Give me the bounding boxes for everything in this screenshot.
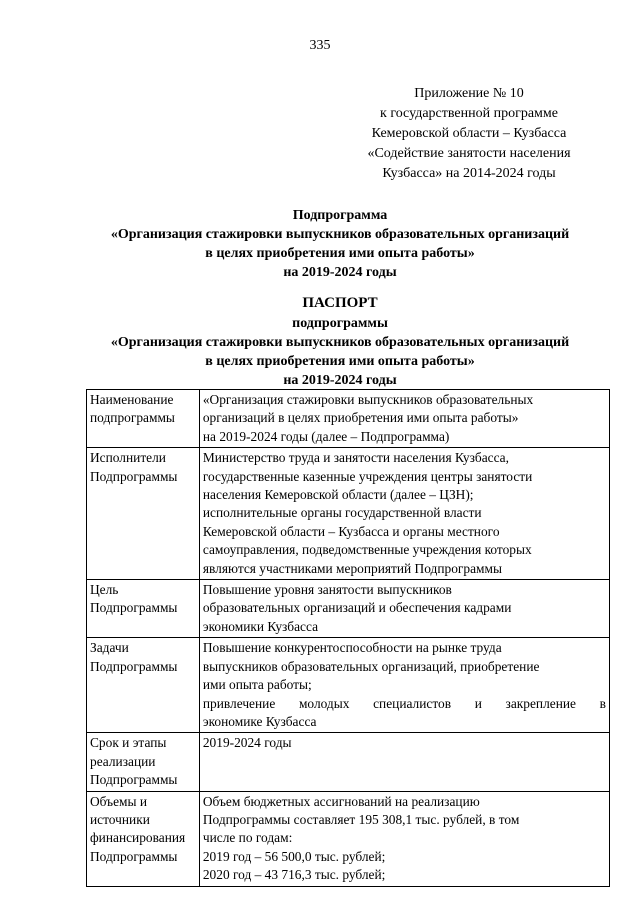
label-line: Подпрограммы [90,848,178,864]
label-line: Подпрограммы [90,468,178,484]
row-label [87,448,200,580]
label-line: Исполнители [90,450,166,466]
value-line: 2019-2024 годы [202,735,292,751]
value-line: числе по годам: [202,830,293,846]
row-value [199,733,609,791]
value-line: на 2019-2024 годы (далее – Подпрограмма) [202,428,450,444]
table-row [87,733,610,791]
title-line: Подпрограмма [292,208,388,223]
value-line: образовательных организаций и обеспечения кадрами [202,600,512,616]
value-line: Министерство труда и занятости населения Кузбасса, [202,450,509,466]
label-line: финансирования [90,830,186,846]
value-line: 2020 год – 43 716,3 тыс. рублей; [202,867,386,883]
appendix-line: Кузбасса» на 2014-2024 годы [382,166,556,181]
label-line: Наименование [90,392,174,407]
value-line: выпускников образовательных организаций, приобретение [202,658,540,674]
appendix-line: к государственной программе [380,106,558,121]
row-label [87,638,200,733]
passport-title [60,293,620,390]
value-line: Подпрограммы составляет 195 308,1 тыс. рублей, в том [202,811,520,827]
label-line: источники [90,811,150,827]
page-number: 335 [309,38,331,53]
subprogram-title [60,206,620,282]
table-row [87,448,610,580]
title-line: на 2019-2024 годы [283,265,397,280]
label-line: Срок и этапы [90,735,167,751]
appendix-line: Кемеровской области – Кузбасса [371,126,567,141]
value-line: государственные казенные учреждения центры занятости [202,468,533,484]
value-line: исполнительные органы государственной власти [202,505,482,521]
table-row [87,638,610,733]
row-value [199,580,609,638]
appendix-note [340,84,598,184]
passport-heading: ПАСПОРТ [302,295,378,311]
table-row [87,580,610,638]
label-line: Объемы и [90,793,148,809]
label-line: Подпрограммы [90,772,178,788]
row-value [199,791,609,886]
value-line: Объем бюджетных ассигнований на реализацию [202,793,480,809]
value-line: экономики Кузбасса [202,618,319,634]
value-line: Повышение уровня занятости выпускников [202,582,452,598]
label-line: реализации [90,753,156,769]
appendix-line: Приложение № 10 [414,86,524,101]
value-line: «Организация стажировки выпускников образовательных [202,392,534,407]
value-line: экономике Кузбасса [202,713,317,729]
value-line: самоуправления, подведомственные учреждения которых [202,542,532,558]
title-line: «Организация стажировки выпускников образовательных организаций [110,335,570,350]
row-value [199,448,609,580]
row-value [199,638,609,733]
title-line: подпрограммы [292,316,388,331]
table-row [87,390,610,448]
value-line: Повышение конкурентоспособности на рынке труда [202,640,502,656]
label-line: Подпрограммы [90,658,178,674]
value-line: 2019 год – 56 500,0 тыс. рублей; [202,848,386,864]
row-label [87,733,200,791]
passport-table [86,389,610,887]
label-line: Подпрограммы [90,600,178,616]
row-label [87,390,200,448]
value-line: ими опыта работы; [202,677,312,693]
value-line: являются участниками мероприятий Подпрограммы [202,560,502,576]
value-line: организаций в целях приобретения ими опыта работы» [202,410,519,426]
value-line: привлечение молодых специалистов и закрепление в [202,695,606,711]
row-value [199,390,609,448]
appendix-line: «Содействие занятости населения [367,146,571,161]
title-line: «Организация стажировки выпускников образовательных организаций [110,227,570,242]
label-line: подпрограммы [90,410,175,426]
title-line: в целях приобретения ими опыта работы» [205,246,475,261]
value-line: населения Кемеровской области (далее – ЦЗН); [202,487,474,503]
table-row [87,791,610,886]
row-label [87,791,200,886]
title-line: в целях приобретения ими опыта работы» [205,354,475,369]
value-line: Кемеровской области – Кузбасса и органы местного [202,523,500,539]
row-label [87,580,200,638]
label-line: Цель [90,582,119,598]
label-line: Задачи [90,640,129,656]
title-line: на 2019-2024 годы [283,373,397,388]
